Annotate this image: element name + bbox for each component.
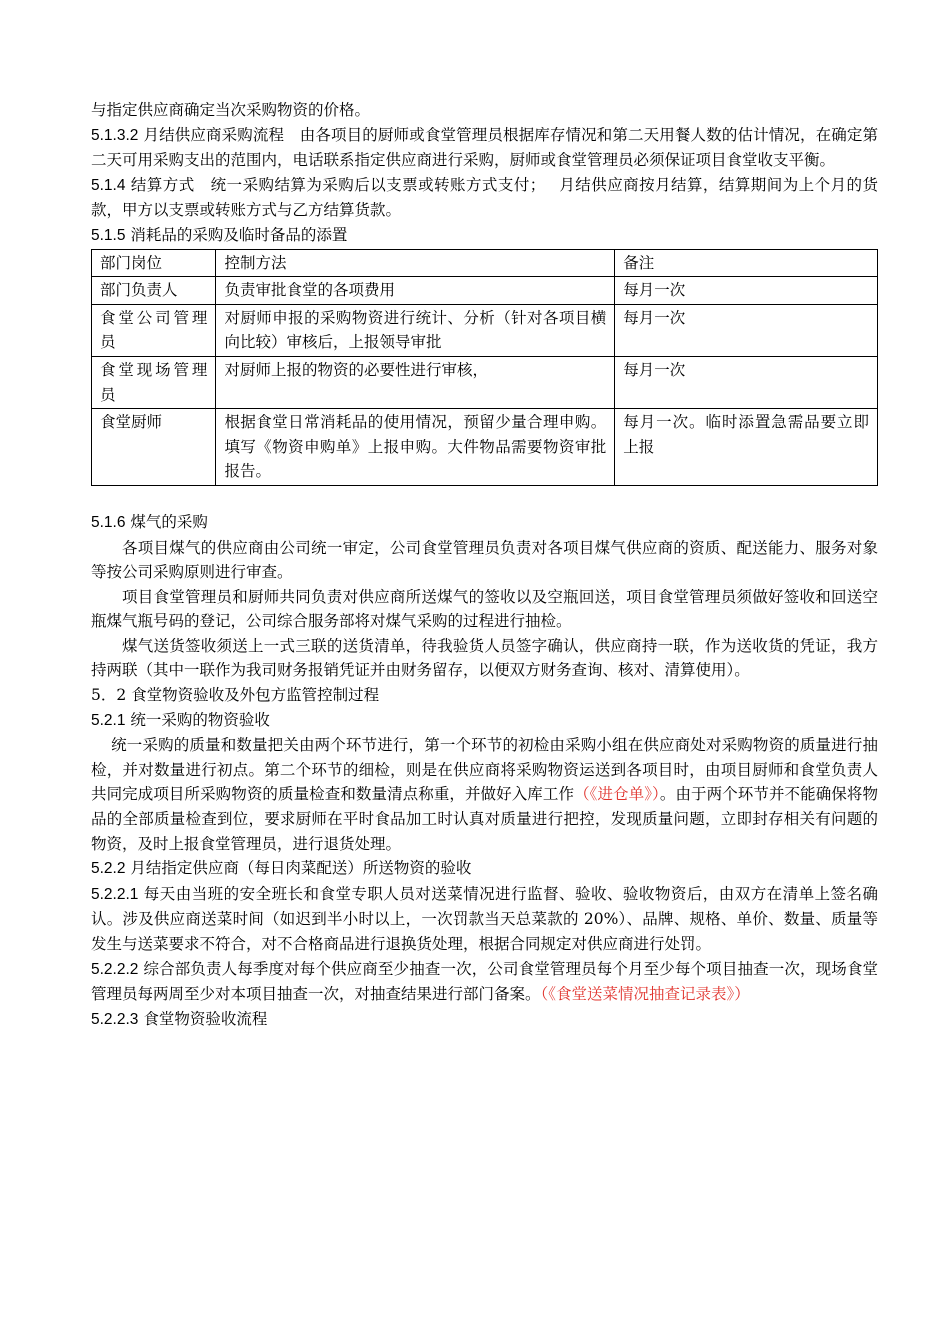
section-number: 5.1.5 (91, 226, 126, 244)
paragraph-unified-inspection (91, 733, 878, 856)
form-reference: （《食堂送菜情况抽查记录表》） (540, 985, 750, 1004)
heading-5-1-6 (91, 510, 878, 536)
table-row (92, 356, 878, 408)
table-cell: 每月一次 (615, 356, 878, 408)
heading-5-2-1 (91, 708, 878, 734)
table-cell: 对厨师申报的采购物资进行统计、分析（针对各项目横向比较）审核后，上报领导审批 (216, 304, 615, 356)
table-row (92, 277, 878, 305)
heading-text: 月结指定供应商（每日肉菜配送）所送物资的验收 (125, 859, 472, 878)
table-cell: 部门负责人 (92, 277, 216, 305)
paragraph-price: 与指定供应商确定当次采购物资的价格。 (91, 101, 371, 119)
table-cell: 食堂现场管理员 (92, 356, 216, 408)
section-number: 5.1.6 (91, 513, 126, 531)
table-cell: 食堂厨师 (92, 409, 216, 486)
section-number: 5.1.4 (91, 176, 126, 194)
heading-5-2-2-3 (91, 1007, 878, 1033)
table-header-cell: 部门岗位 (92, 249, 216, 277)
form-reference: （《进仓单》） (574, 785, 660, 804)
table-header-cell: 控制方法 (216, 249, 615, 277)
paragraph-text: 结算方式 统一采购结算为采购后以支票或转账方式支付； 月结供应商按月结算，结算期间为上个月的货款，甲方以支票或转账方式与乙方结算货款。 (91, 175, 878, 220)
section-number: 5.2.2.3 (91, 1010, 139, 1028)
table-cell: 每月一次 (615, 277, 878, 305)
paragraph-text: 。由于两个环节并不能确保将物品的全部质量检查到位，要求厨师在平时食品加工时认真对质量进行把控，发现质量问题，立即封存相关有问题的物资，及时上报食堂管理员，进行退货处理。 (91, 785, 878, 853)
paragraph-text: 统一采购的质量和数量把关由两个环节进行，第一个环节的初检由采购小组在供应商处对采购物资的质量进行抽检，并对数量进行初点。第二个环节的细检，则是在供应商将采购物资运送到各项目时，由项目厨师和食堂负责人共同完成项目所采购物资的质量检查和数量清点称重，并做好入库工作 (91, 736, 878, 804)
heading-text: 统一采购的物资验收 (125, 710, 270, 729)
section-number: 5.1.3.2 (91, 126, 139, 144)
paragraph-gas-supplier: 各项目煤气的供应商由公司统一审定，公司食堂管理员负责对各项目煤气供应商的资质、配送能力、服务对象等按公司采购原则进行审查。 (91, 538, 878, 582)
table-cell: 每月一次。临时添置急需品要立即上报 (615, 409, 878, 486)
paragraph-5-1-4 (91, 173, 878, 223)
table-row (92, 304, 878, 356)
paragraph-gas-delivery: 煤气送货签收须送上一式三联的送货清单，待我验货人员签字确认，供应商持一联，作为送收货的凭证，我方持两联（其中一联作为我司财务报销凭证并由财务留存，以便双方财务查询、核对、清算使用）。 (91, 636, 878, 680)
paragraph-text: 综合部负责人每季度对每个供应商至少抽查一次，公司食堂管理员每个月至少每个项目抽查一次，现场食堂管理员每两周至少对本项目抽查一次，对抽查结果进行部门备案。 (91, 959, 878, 1004)
spacer (91, 486, 878, 510)
table-cell: 食堂公司管理员 (92, 304, 216, 356)
table-header-row (92, 249, 878, 277)
table-header-cell: 备注 (615, 249, 878, 277)
section-number: 5.2.1 (91, 711, 126, 729)
table-cell: 每月一次 (615, 304, 878, 356)
table-cell: 负责审批食堂的各项费用 (216, 277, 615, 305)
heading-5-2: 5．2 食堂物资验收及外包方监管控制过程 (91, 686, 380, 705)
section-number: 5.2.2 (91, 860, 126, 878)
table-cell: 对厨师上报的物资的必要性进行审核， (216, 356, 615, 408)
table-cell: 根据食堂日常消耗品的使用情况，预留少量合理申购。填写《物资申购单》上报申购。大件物品需要物资审批报告。 (216, 409, 615, 486)
table-row (92, 409, 878, 486)
paragraph-5-1-3-2 (91, 123, 878, 173)
paragraph-5-2-2-1 (91, 882, 878, 957)
paragraph-text: 每天由当班的安全班长和食堂专职人员对送菜情况进行监督、验收、验收物资后，由双方在清单上签名确认。涉及供应商送菜时间（如迟到半小时以上，一次罚款当天总菜款的 20%）、品牌、规格、单价、数量、质量等发生与送菜要求不符合，对不合格商品进行退换货处理，根据合同规定对供应商进行处罚。 (91, 884, 878, 953)
paragraph-gas-signoff: 项目食堂管理员和厨师共同负责对供应商所送煤气的签收以及空瓶回送，项目食堂管理员须做好签收和回送空瓶煤气瓶号码的登记，公司综合服务部将对煤气采购的过程进行抽检。 (91, 587, 878, 631)
document-page (91, 98, 878, 1032)
heading-5-2-2 (91, 856, 878, 882)
heading-text: 煤气的采购 (125, 512, 208, 531)
heading-text: 食堂物资验收流程 (138, 1009, 268, 1028)
heading-5-1-5 (91, 223, 878, 249)
paragraph-text: 月结供应商采购流程 由各项目的厨师或食堂管理员根据库存情况和第二天用餐人数的估计情况，在确定第二天可用采购支出的范围内，电话联系指定供应商进行采购，厨师或食堂管理员必须保证项目食堂收支平衡。 (91, 125, 878, 170)
consumables-control-table (91, 249, 878, 486)
heading-text: 消耗品的采购及临时备品的添置 (125, 225, 348, 244)
paragraph-5-2-2-2 (91, 957, 878, 1007)
section-number: 5.2.2.2 (91, 960, 139, 978)
section-number: 5.2.2.1 (91, 885, 139, 903)
